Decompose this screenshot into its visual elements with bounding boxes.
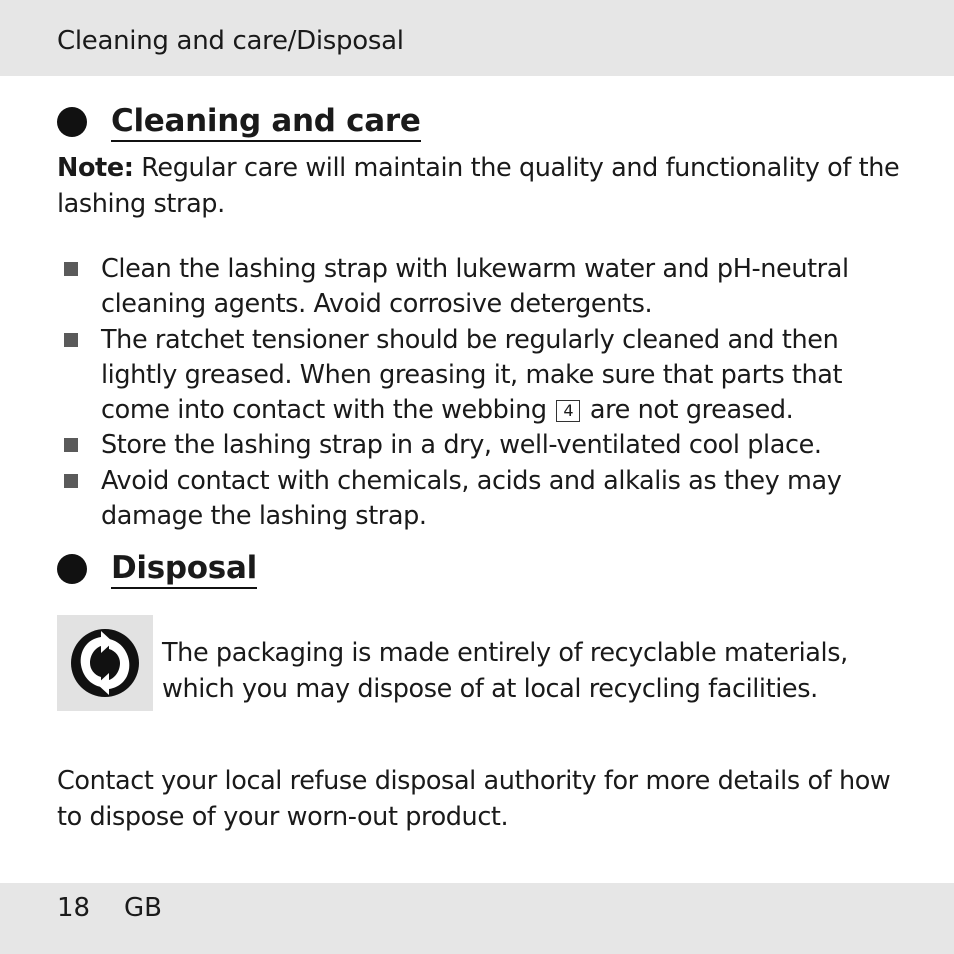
disposal-section-heading xyxy=(57,549,257,589)
list-item xyxy=(57,252,917,323)
green-dot-recycling-icon xyxy=(57,615,153,711)
note-text: Regular care will maintain the quality and functionality of the lashing strap. xyxy=(57,153,900,219)
header-title: Cleaning and care/Disposal xyxy=(57,26,404,56)
list-item xyxy=(57,428,917,463)
section-bullet-icon xyxy=(57,554,87,584)
contact-paragraph: Contact your local refuse disposal authority for more details of how to dispose of your worn-out product. xyxy=(57,766,891,832)
square-bullet-icon xyxy=(64,333,78,347)
note-paragraph xyxy=(57,150,917,222)
cleaning-section-heading xyxy=(57,102,421,142)
square-bullet-icon xyxy=(64,438,78,452)
note-label: Note: xyxy=(57,153,134,183)
list-item xyxy=(57,323,917,429)
section-bullet-icon xyxy=(57,107,87,137)
square-bullet-icon xyxy=(64,474,78,488)
cleaning-list xyxy=(57,252,917,534)
cleaning-heading-text: Cleaning and care xyxy=(111,102,421,142)
list-item-text: Avoid contact with chemicals, acids and alkalis as they may damage the lashing strap. xyxy=(101,465,842,532)
page-number: 18 xyxy=(57,893,91,923)
language-code: GB xyxy=(124,893,162,923)
disposal-heading-text: Disposal xyxy=(111,549,257,589)
list-item-text: The ratchet tensioner should be regularly cleaned and then lightly greased. When greasing it, make sure that parts that come into contact with the webbing xyxy=(101,324,843,426)
list-item-text-after: are not greased. xyxy=(582,395,794,426)
square-bullet-icon xyxy=(64,262,78,276)
list-item-text: Store the lashing strap in a dry, well-ventilated cool place. xyxy=(101,430,822,461)
list-item-text: Clean the lashing strap with lukewarm water and pH-neutral cleaning agents. Avoid corrosive detergents. xyxy=(101,254,849,320)
list-item xyxy=(57,464,917,535)
part-reference-box: 4 xyxy=(556,400,580,422)
packaging-text: The packaging is made entirely of recyclable materials, which you may dispose of at local recycling facilities. xyxy=(162,638,848,704)
